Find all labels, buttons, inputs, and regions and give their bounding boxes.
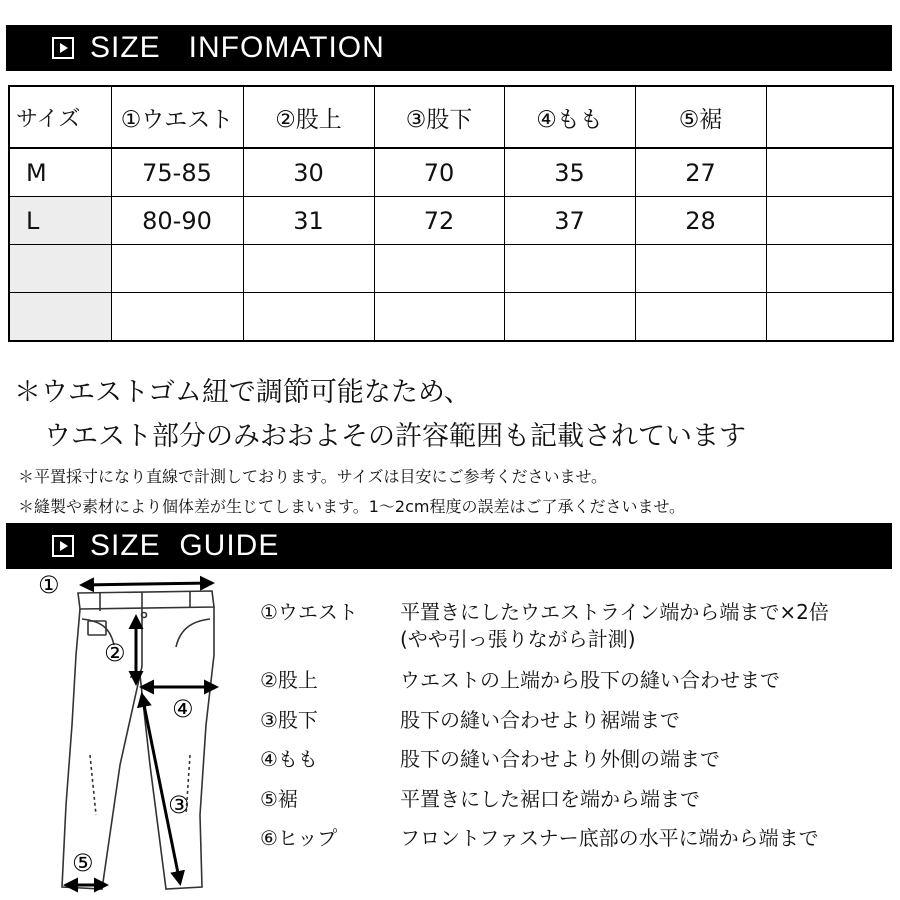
play-icon (52, 535, 74, 557)
guide-desc: 股下の縫い合わせより裾端まで (400, 708, 680, 732)
header-blank (766, 86, 893, 148)
table-cell (635, 293, 766, 342)
diagram-label-3: ③ (168, 791, 190, 819)
table-cell (766, 197, 893, 245)
table-cell: 30 (243, 148, 374, 197)
table-cell: 37 (504, 197, 635, 245)
jeans-outline-icon (62, 591, 214, 889)
size-guide-banner (6, 523, 892, 569)
table-row (9, 148, 893, 197)
table-cell: 80-90 (111, 197, 243, 245)
table-cell (9, 293, 111, 342)
table-cell (374, 245, 504, 293)
guide-label: ④もも (260, 747, 318, 771)
banner-title: SIZE INFOMATION (90, 31, 385, 64)
header-waist: ①ウエスト (111, 86, 243, 148)
table-cell: 28 (635, 197, 766, 245)
table-cell: 35 (504, 148, 635, 197)
guide-desc: 股下の縫い合わせより外側の端まで (400, 747, 720, 771)
guide-label: ②股上 (260, 668, 318, 692)
guide-label: ①ウエスト (260, 600, 358, 624)
size-table (8, 85, 894, 342)
table-cell (111, 293, 243, 342)
table-cell (766, 293, 893, 342)
table-cell (635, 245, 766, 293)
header-size: サイズ (9, 86, 111, 148)
table-cell (9, 245, 111, 293)
table-cell: M (9, 148, 111, 197)
waist-arrow (82, 583, 212, 585)
note-flat-measurement: ＊平置採寸になり直線で計測しております。サイズは目安にご参考くださいませ。 (18, 467, 607, 486)
header-hem: ⑤裾 (635, 86, 766, 148)
header-inseam: ③股下 (374, 86, 504, 148)
guide-desc: 平置きにしたウエストライン端から端まで×2倍 (400, 600, 829, 624)
size-information-banner (6, 25, 892, 71)
diagram-label-2: ② (104, 639, 126, 667)
table-cell (766, 245, 893, 293)
table-cell: 75-85 (111, 148, 243, 197)
table-row (9, 197, 893, 245)
guide-label: ③股下 (260, 708, 318, 732)
guide-label: ⑥ヒップ (260, 826, 338, 850)
note-adjustable-waist: ＊ウエストゴム紐で調節可能なため、 (14, 377, 471, 408)
guide-desc: 平置きにした裾口を端から端まで (400, 787, 700, 811)
guide-desc: ウエストの上端から股下の縫い合わせまで (400, 668, 780, 692)
table-row (9, 245, 893, 293)
table-cell (374, 293, 504, 342)
table-cell (766, 148, 893, 197)
guide-label: ⑤裾 (260, 787, 298, 811)
jeans-diagram (30, 565, 230, 895)
table-cell: 70 (374, 148, 504, 197)
note-waist-range: ウエスト部分のみおおよその許容範囲も記載されています (44, 421, 746, 452)
table-cell (504, 245, 635, 293)
table-cell (243, 245, 374, 293)
table-cell: 27 (635, 148, 766, 197)
table-cell: 31 (243, 197, 374, 245)
table-cell (504, 293, 635, 342)
table-cell: 72 (374, 197, 504, 245)
table-row (9, 293, 893, 342)
diagram-label-4: ④ (172, 695, 194, 723)
diagram-label-1: ① (38, 571, 60, 599)
diagram-label-5: ⑤ (72, 849, 94, 877)
table-cell (111, 245, 243, 293)
guide-desc: フロントファスナー底部の水平に端から端まで (400, 826, 819, 850)
note-individual-difference: ＊縫製や素材により個体差が生じてしまいます。1〜2cm程度の誤差はご了承くださいませ。 (18, 497, 685, 516)
header-rise: ②股上 (243, 86, 374, 148)
guide-desc: (やや引っ張りながら計測) (400, 627, 636, 651)
banner-title: SIZE GUIDE (90, 529, 280, 562)
play-icon (52, 37, 74, 59)
header-thigh: ④もも (504, 86, 635, 148)
table-cell (243, 293, 374, 342)
table-cell: L (9, 197, 111, 245)
table-header-row (9, 86, 893, 148)
